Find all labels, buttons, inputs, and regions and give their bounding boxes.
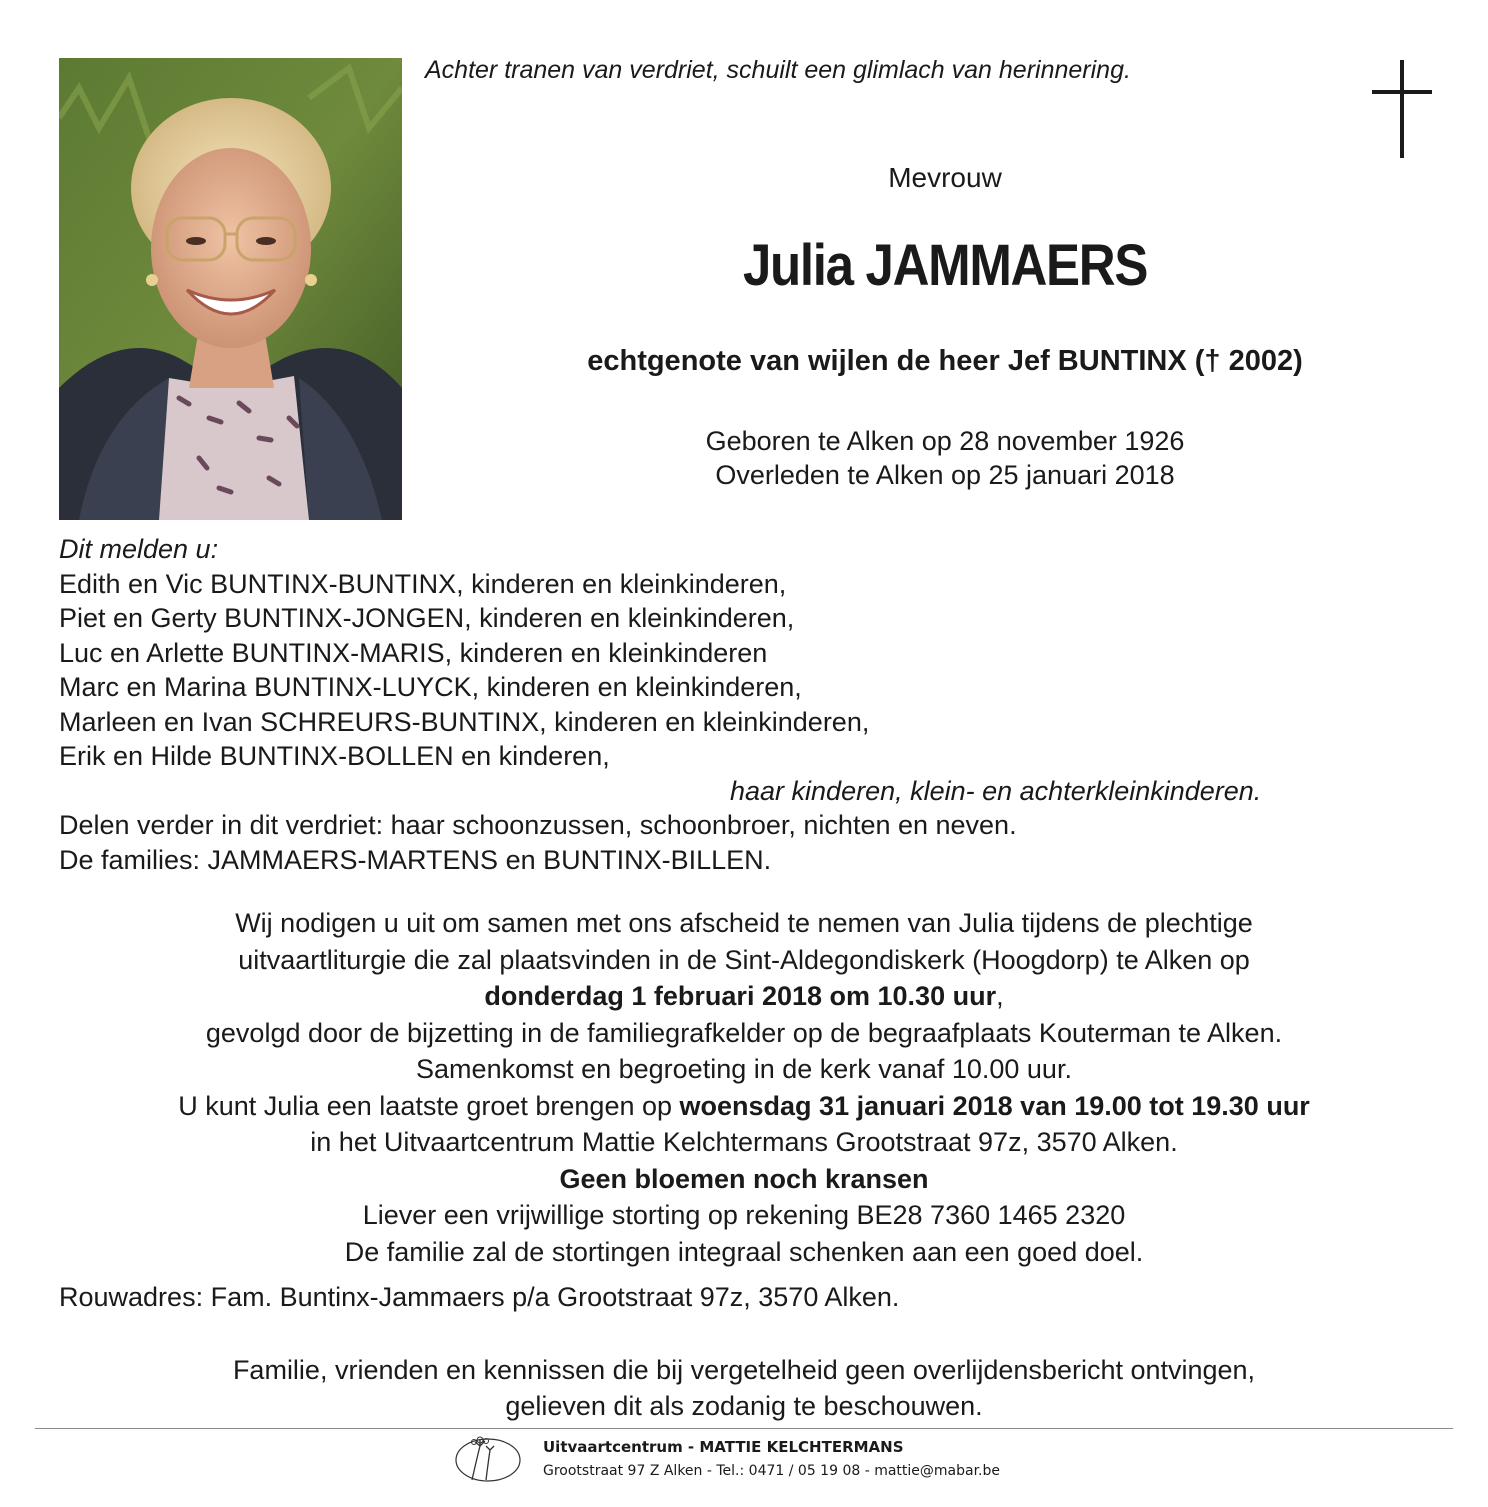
flowers-notice: Geen bloemen noch kransen bbox=[559, 1163, 929, 1194]
ceremony-date: donderdag 1 februari 2018 om 10.30 uur bbox=[484, 981, 997, 1011]
footer-divider bbox=[35, 1428, 1453, 1429]
notify-intro: Dit melden u: bbox=[59, 534, 219, 564]
memorial-quote: Achter tranen van verdriet, schuilt een glimlach van herinnering. bbox=[425, 56, 1131, 84]
list-item: Marleen en Ivan SCHREURS-BUNTINX, kinderen en kleinkinderen, bbox=[59, 706, 870, 737]
invitation-block bbox=[0, 905, 1488, 1270]
invite-line: gevolgd door de bijzetting in de familiegrafkelder op de begraafplaats Kouterman te Alken. bbox=[205, 1017, 1283, 1048]
children-summary: haar kinderen, klein- en achterkleinkinderen. bbox=[730, 775, 1262, 806]
notification-block bbox=[59, 532, 1261, 877]
cross-icon bbox=[1372, 60, 1432, 158]
title-prefix: Mevrouw bbox=[888, 162, 1002, 193]
list-item: Erik en Hilde BUNTINX-BOLLEN en kinderen, bbox=[59, 741, 610, 771]
closing-note: Familie, vrienden en kennissen die bij vergetelheid geen overlijdensbericht ontvingen, gelieven dit als zodanig te beschouwen. bbox=[232, 1355, 1256, 1421]
invite-line: Liever een vrijwillige storting op rekening BE28 7360 1465 2320 bbox=[362, 1200, 1126, 1230]
list-item: Marc en Marina BUNTINX-LUYCK, kinderen en kleinkinderen, bbox=[59, 672, 802, 702]
families-line: De families: JAMMAERS-MARTENS en BUNTINX-BILLEN. bbox=[59, 844, 772, 875]
ceremony-date-line: donderdag 1 februari 2018 om 10.30 uur, bbox=[484, 981, 1004, 1011]
list-item: Piet en Gerty BUNTINX-JONGEN, kinderen en kleinkinderen, bbox=[59, 603, 795, 633]
mourning-address: Rouwadres: Fam. Buntinx-Jammaers p/a Grootstraat 97z, 3570 Alken. bbox=[59, 1282, 900, 1312]
relatives-line: Delen verder in dit verdriet: haar schoonzussen, schoonbroer, nichten en neven. bbox=[59, 810, 1017, 840]
born-line: Geboren te Alken op 28 november 1926 bbox=[705, 426, 1185, 456]
spouse-line: echtgenote van wijlen de heer Jef BUNTINX († 2002) bbox=[587, 345, 1303, 377]
invite-line: De familie zal de stortingen integraal schenken aan een goed doel. bbox=[344, 1236, 1144, 1267]
invite-line: uitvaartliturgie die zal plaatsvinden in de Sint-Aldegondiskerk (Hoogdorp) te Alken op bbox=[238, 944, 1250, 975]
invite-line: Wij nodigen u uit om samen met ons afscheid te nemen van Julia tijdens de plechtige bbox=[235, 908, 1253, 938]
life-dates bbox=[402, 424, 1488, 492]
list-item: Edith en Vic BUNTINX-BUNTINX, kinderen en kleinkinderen, bbox=[59, 568, 787, 599]
footer-company: Uitvaartcentrum - MATTIE KELCHTERMANS bbox=[543, 1438, 904, 1456]
invite-line: Samenkomst en begroeting in de kerk vanaf 10.00 uur. bbox=[416, 1054, 1072, 1084]
died-line: Overleden te Alken op 25 januari 2018 bbox=[715, 460, 1175, 490]
visitation-date: woensdag 31 januari 2018 van 19.00 tot 19.30 uur bbox=[679, 1090, 1310, 1121]
visitation-line: U kunt Julia een laatste groet brengen op woensdag 31 januari 2018 van 19.00 tot 19.30 uur bbox=[178, 1090, 1310, 1121]
flower-logo-icon bbox=[450, 1432, 526, 1484]
deceased-name: Julia JAMMAERS bbox=[742, 233, 1148, 298]
footer-contact: Grootstraat 97 Z Alken - Tel.: 0471 / 05 19 08 - mattie@mabar.be bbox=[543, 1463, 1001, 1479]
invite-line: in het Uitvaartcentrum Mattie Kelchtermans Grootstraat 97z, 3570 Alken. bbox=[310, 1127, 1178, 1157]
portrait-photo bbox=[59, 58, 402, 520]
list-item: Luc en Arlette BUNTINX-MARIS, kinderen en kleinkinderen bbox=[59, 637, 768, 668]
